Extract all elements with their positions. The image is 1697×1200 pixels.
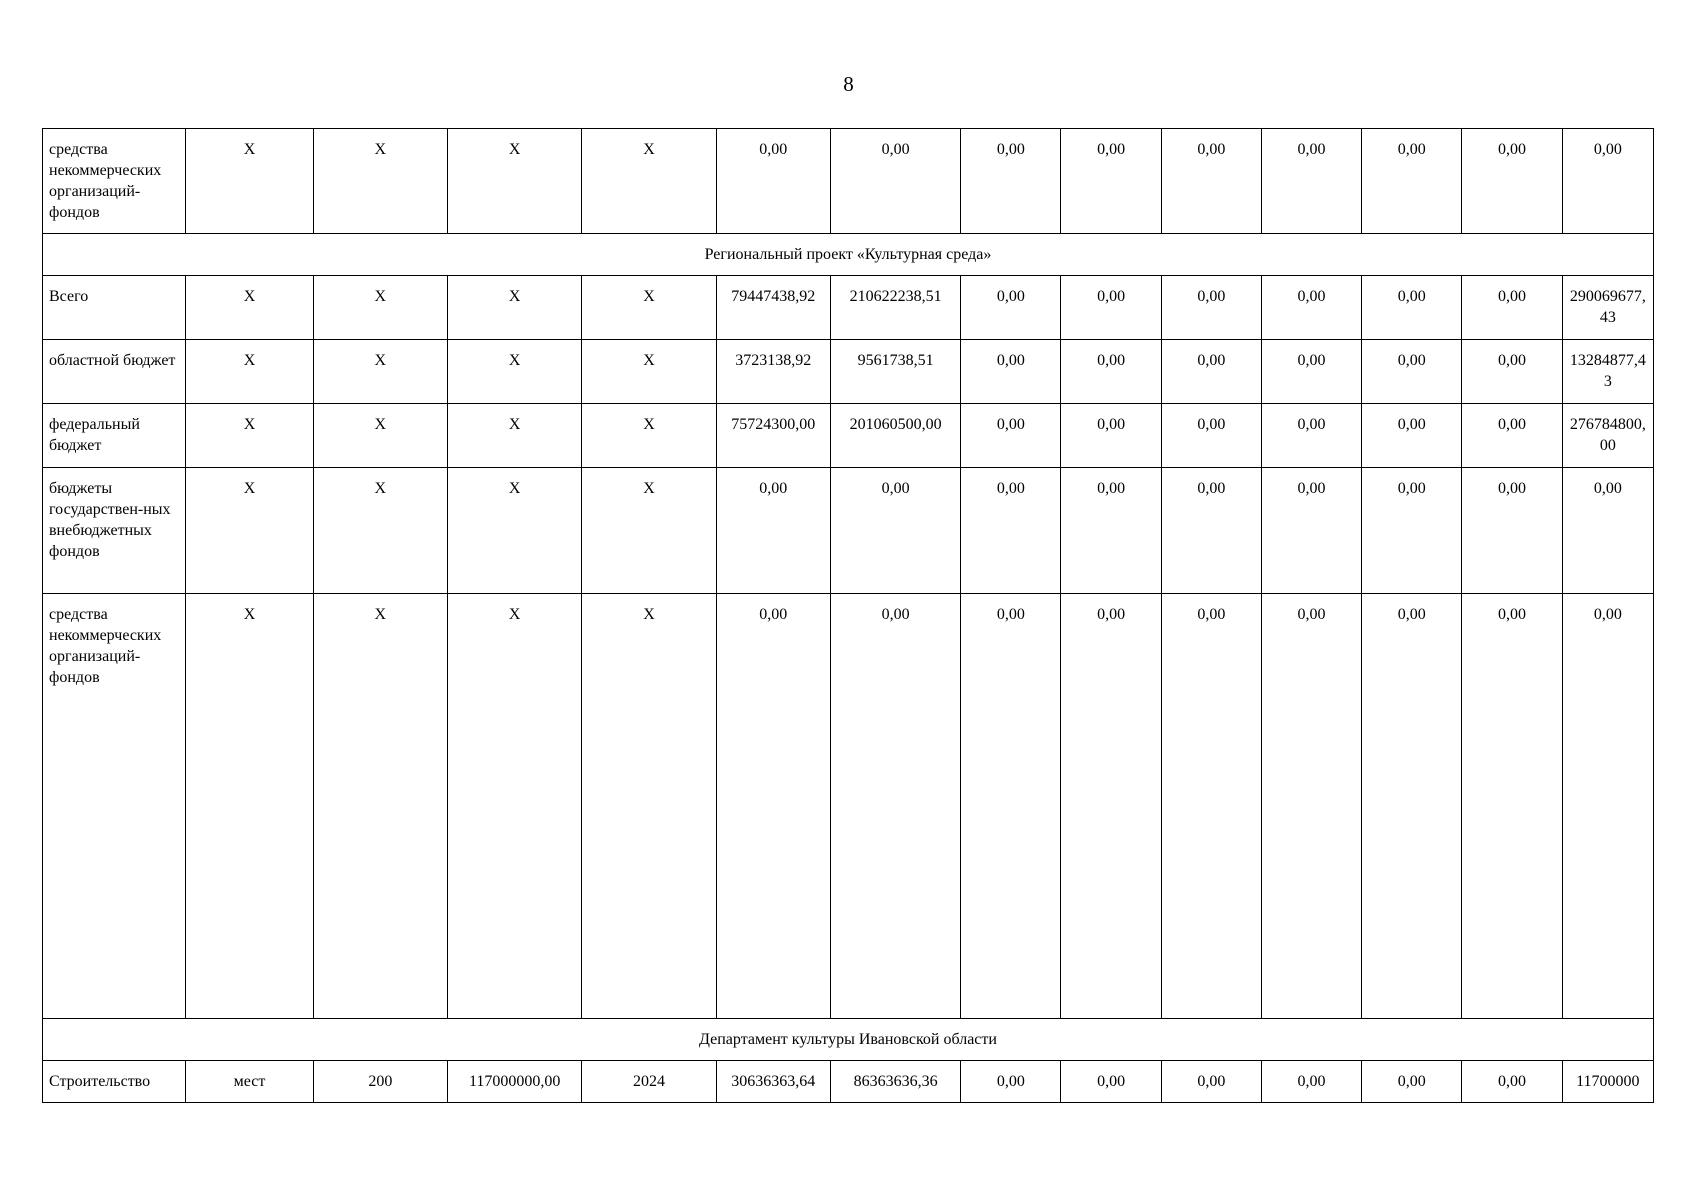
table-cell: 0,00 [1061,340,1161,404]
table-cell: 0,00 [1362,276,1462,340]
table-cell: 0,00 [961,129,1061,234]
table-cell: Х [582,468,716,594]
table-cell: Х [582,404,716,468]
table-cell: 0,00 [716,594,830,1019]
table-cell: 3723138,92 [716,340,830,404]
table-cell: 30636363,64 [716,1061,830,1103]
table-cell: Х [447,129,581,234]
table-cell: 0,00 [716,468,830,594]
table-cell: 0,00 [1261,276,1361,340]
table-cell: 13284877,43 [1562,340,1653,404]
table-cell: 0,00 [1261,1061,1361,1103]
table-cell: Х [582,276,716,340]
page-number: 8 [843,72,854,96]
table-cell: 200 [313,1061,447,1103]
table-cell: 75724300,00 [716,404,830,468]
row-label: средства некоммерческих организаций-фондов [43,594,186,1019]
table-cell: Х [186,276,313,340]
table-cell: 0,00 [1362,129,1462,234]
section-title: Департамент культуры Ивановской области [43,1019,1654,1061]
table-cell: 0,00 [1562,129,1653,234]
table-cell: Х [582,594,716,1019]
table-cell: 0,00 [1462,276,1562,340]
table-cell: 0,00 [961,340,1061,404]
table-cell: Х [313,129,447,234]
table-cell: 0,00 [1161,594,1261,1019]
table-cell: 0,00 [1562,594,1653,1019]
table-row [43,1061,1654,1103]
table-row [43,594,1654,1019]
table-cell: 210622238,51 [830,276,960,340]
row-label: областной бюджет [43,340,186,404]
table-cell: Х [447,594,581,1019]
section-title: Региональный проект «Культурная среда» [43,234,1654,276]
table-cell: 0,00 [1462,468,1562,594]
table-cell: 9561738,51 [830,340,960,404]
table-cell: 0,00 [1261,594,1361,1019]
row-label: федеральный бюджет [43,404,186,468]
table-cell: 0,00 [1462,404,1562,468]
table-cell: 79447438,92 [716,276,830,340]
table-cell: Х [186,468,313,594]
table-cell: Х [447,404,581,468]
table-cell: Х [313,276,447,340]
table-row [43,340,1654,404]
table-cell: 0,00 [1362,404,1462,468]
table-cell: Х [582,129,716,234]
table-cell: 0,00 [1161,340,1261,404]
section-header-row [43,234,1654,276]
table-cell: Х [582,340,716,404]
table-cell: 0,00 [961,404,1061,468]
table-cell: 0,00 [961,276,1061,340]
table-cell: 0,00 [1362,594,1462,1019]
table-cell: 0,00 [1061,276,1161,340]
table-cell: 0,00 [830,129,960,234]
table-cell: Х [313,594,447,1019]
table-cell: 0,00 [1261,340,1361,404]
table-cell: 0,00 [1362,340,1462,404]
table-cell: Х [186,340,313,404]
table-cell: 0,00 [716,129,830,234]
table-cell: 11700000 [1562,1061,1653,1103]
table-row [43,404,1654,468]
table-cell: Х [313,340,447,404]
table-cell: 0,00 [1462,594,1562,1019]
table-cell: 0,00 [1061,129,1161,234]
table-cell: 0,00 [830,468,960,594]
table-cell: 0,00 [1061,1061,1161,1103]
table-cell: Х [313,468,447,594]
table-row [43,129,1654,234]
table-cell: 0,00 [1462,1061,1562,1103]
table-row [43,276,1654,340]
table-cell: 0,00 [1261,468,1361,594]
table-cell: 2024 [582,1061,716,1103]
table-cell: 201060500,00 [830,404,960,468]
table-cell: 276784800,00 [1562,404,1653,468]
table-cell: 0,00 [830,594,960,1019]
table-cell: 0,00 [961,594,1061,1019]
table-cell: 290069677,43 [1562,276,1653,340]
table-cell: 0,00 [1462,340,1562,404]
table-cell: 0,00 [961,1061,1061,1103]
row-label: Строительство [43,1061,186,1103]
table-cell: Х [186,129,313,234]
budget-table [42,128,1654,1103]
table-cell: Х [186,404,313,468]
row-label: Всего [43,276,186,340]
table-cell: 0,00 [1161,404,1261,468]
table-cell: Х [313,404,447,468]
row-label: бюджеты государствен-ных внебюджетных фондов [43,468,186,594]
table-cell: 0,00 [1362,468,1462,594]
table-cell: 86363636,36 [830,1061,960,1103]
table-cell: 0,00 [1261,404,1361,468]
table-cell: 0,00 [1161,276,1261,340]
table-cell: Х [447,468,581,594]
table-cell: 0,00 [1562,468,1653,594]
table-cell: 0,00 [1161,468,1261,594]
table-cell: Х [447,340,581,404]
table-cell: 0,00 [1462,129,1562,234]
row-label: средства некоммерческих организаций-фондов [43,129,186,234]
table-cell: мест [186,1061,313,1103]
table-cell: 0,00 [1061,404,1161,468]
table-cell: 0,00 [1061,594,1161,1019]
table-cell: 0,00 [1261,129,1361,234]
table-cell: 0,00 [1161,1061,1261,1103]
section-header-row [43,1019,1654,1061]
table-cell: 0,00 [961,468,1061,594]
table-row [43,468,1654,594]
table-cell: 117000000,00 [447,1061,581,1103]
table-cell: Х [447,276,581,340]
table-cell: 0,00 [1061,468,1161,594]
table-cell: 0,00 [1362,1061,1462,1103]
table-cell: 0,00 [1161,129,1261,234]
table-cell: Х [186,594,313,1019]
